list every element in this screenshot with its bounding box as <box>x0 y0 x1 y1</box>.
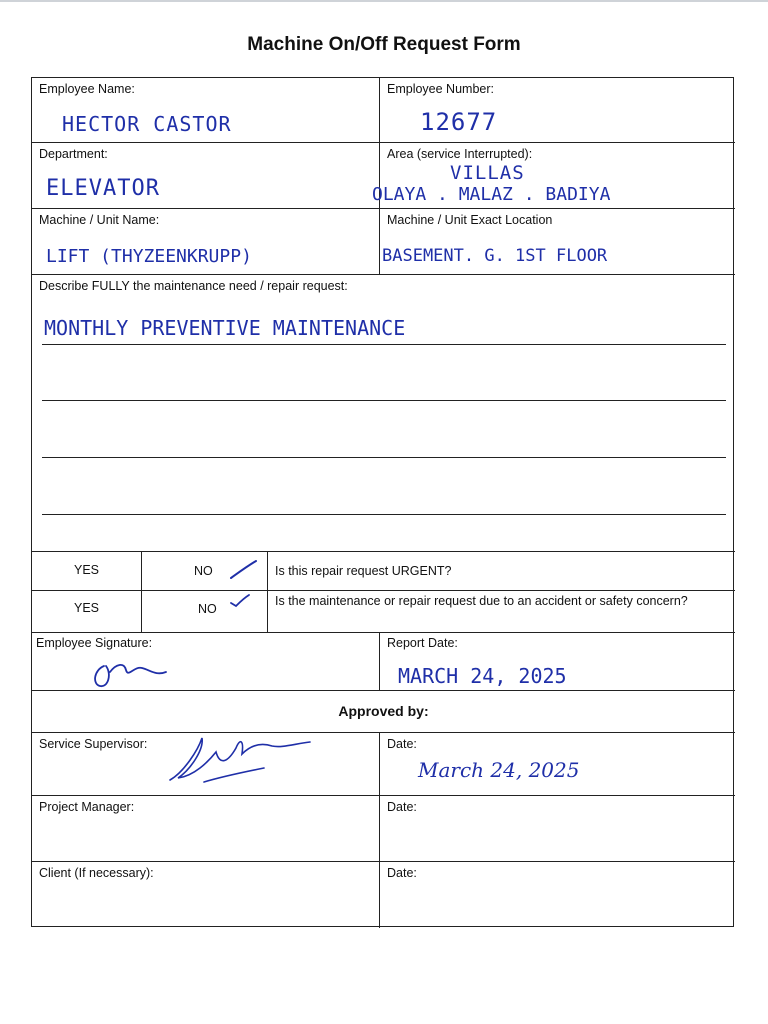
department-label: Department: <box>39 147 108 161</box>
client-date-label: Date: <box>387 866 417 880</box>
row-divider <box>32 274 735 275</box>
employee-number-value: 12677 <box>420 108 498 136</box>
area-value-line2: OLAYA . MALAZ . BADIYA <box>372 184 611 205</box>
row-divider <box>32 632 735 633</box>
service-supervisor-label: Service Supervisor: <box>39 737 148 751</box>
writing-line <box>42 400 726 401</box>
supervisor-date-label: Date: <box>387 737 417 751</box>
supervisor-date-value: March 24, 2025 <box>418 758 580 782</box>
row-divider <box>32 590 735 591</box>
column-divider <box>379 78 380 274</box>
row-divider <box>32 732 735 733</box>
form-title: Machine On/Off Request Form <box>247 34 521 55</box>
column-divider <box>141 551 142 632</box>
row-divider <box>32 795 735 796</box>
machine-location-value: BASEMENT. G. 1ST FLOOR <box>382 246 608 266</box>
writing-line <box>42 514 726 515</box>
describe-label: Describe FULLY the maintenance need / repair request: <box>39 279 348 293</box>
machine-name-value: LIFT (THYZEENKRUPP) <box>46 246 252 267</box>
employee-name-label: Employee Name: <box>39 82 135 96</box>
writing-line <box>42 344 726 345</box>
column-divider <box>379 732 380 928</box>
report-date-value: MARCH 24, 2025 <box>398 664 567 688</box>
row-divider <box>32 861 735 862</box>
client-label: Client (If necessary): <box>39 866 154 880</box>
q1-yes-label: YES <box>73 563 99 577</box>
row-divider <box>32 690 735 691</box>
scan-edge <box>0 0 768 2</box>
request-form <box>31 77 734 927</box>
machine-location-label: Machine / Unit Exact Location <box>387 213 553 227</box>
machine-name-label: Machine / Unit Name: <box>39 213 160 227</box>
q1-no-label: NO <box>194 564 213 578</box>
area-label: Area (service Interrupted): <box>387 147 533 161</box>
row-divider <box>32 208 735 209</box>
column-divider <box>267 551 268 632</box>
employee-signature-mark <box>90 658 170 690</box>
pm-date-label: Date: <box>387 800 417 814</box>
q2-question: Is the maintenance or repair request due to an accident or safety concern? <box>275 594 688 608</box>
q2-no-check-mark <box>229 593 251 609</box>
q2-no-label: NO <box>198 602 217 616</box>
employee-number-label: Employee Number: <box>387 82 494 96</box>
report-date-label: Report Date: <box>387 636 458 650</box>
q1-no-check-mark <box>229 559 259 581</box>
column-divider <box>379 632 380 690</box>
department-value: ELEVATOR <box>46 176 160 201</box>
supervisor-signature-mark <box>164 732 314 792</box>
project-manager-label: Project Manager: <box>39 800 135 814</box>
writing-line <box>42 457 726 458</box>
q2-yes-label: YES <box>73 601 99 615</box>
approved-by-heading: Approved by: <box>338 703 429 719</box>
q1-question: Is this repair request URGENT? <box>275 564 452 578</box>
row-divider <box>32 551 735 552</box>
row-divider <box>32 142 735 143</box>
employee-name-value: HECTOR CASTOR <box>62 112 232 136</box>
describe-value: MONTHLY PREVENTIVE MAINTENANCE <box>44 316 406 340</box>
area-value-line1: VILLAS <box>450 162 525 184</box>
employee-signature-label: Employee Signature: <box>36 636 153 650</box>
